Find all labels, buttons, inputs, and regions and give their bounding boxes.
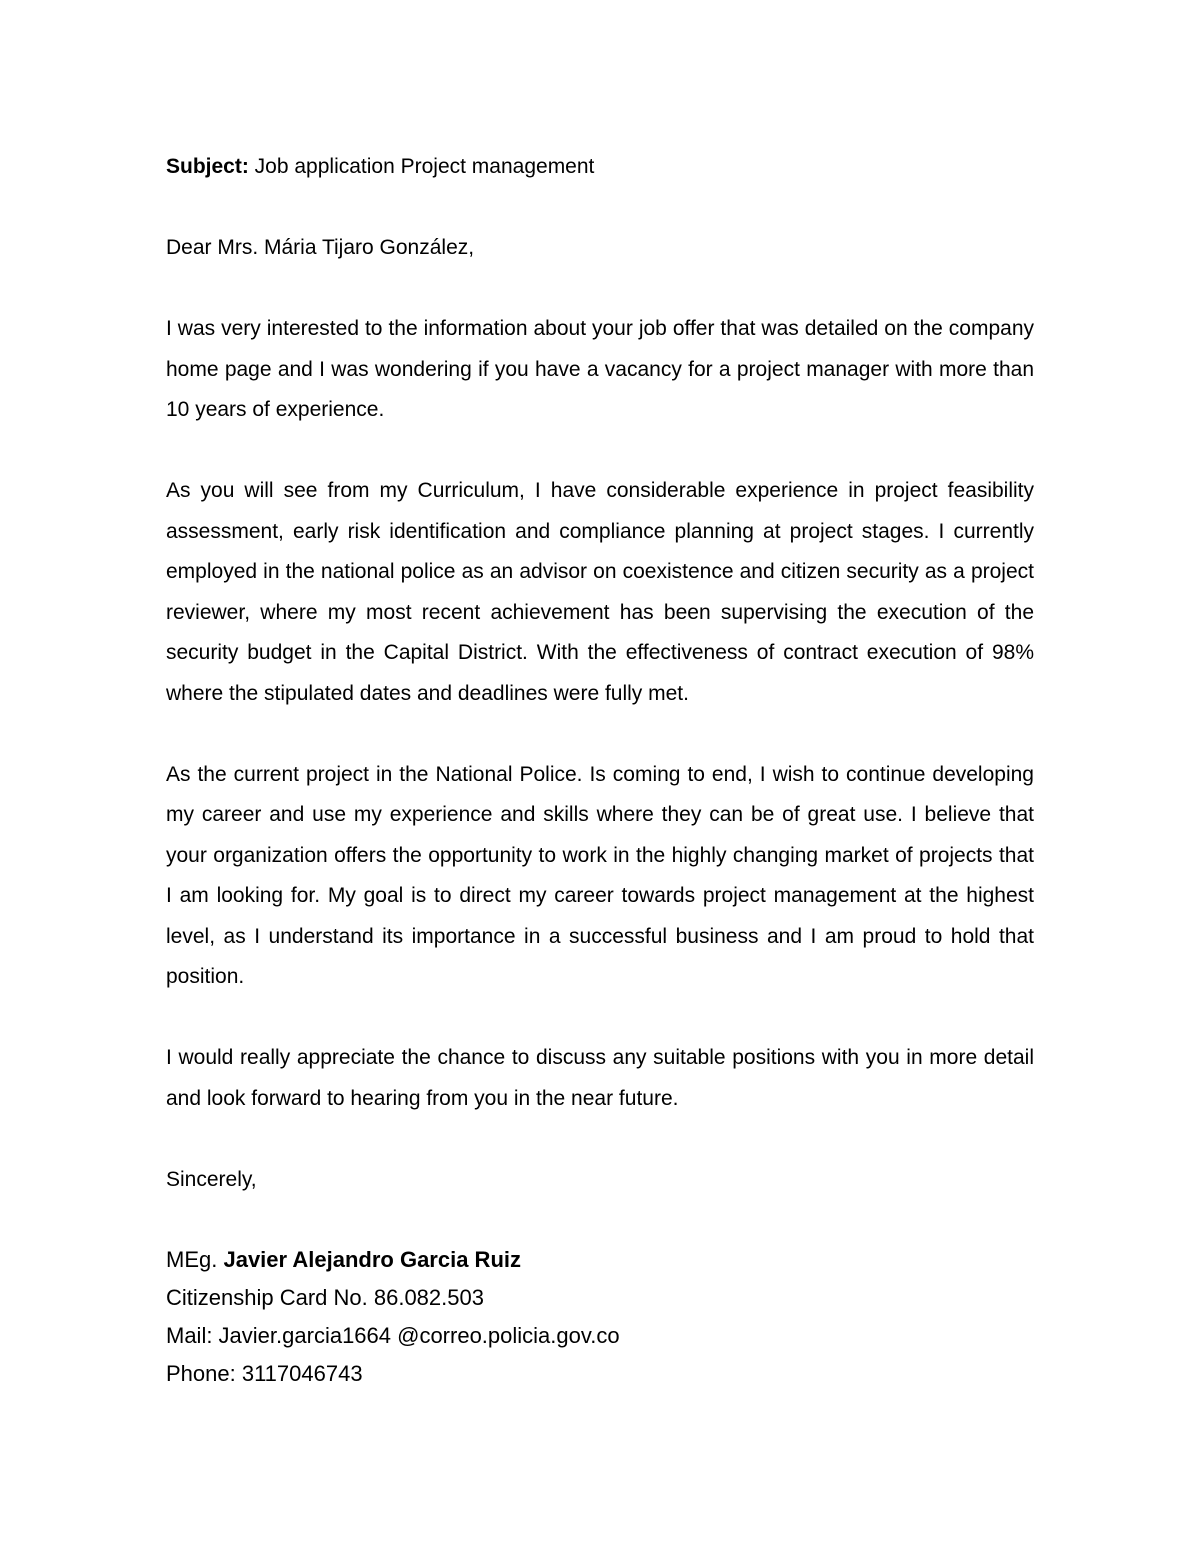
subject-label: Subject: <box>166 155 249 178</box>
subject-text: Job application Project management <box>248 155 595 178</box>
paragraph-motivation: As the current project in the National Police. Is coming to end, I wish to continue developing my career and use my experience and skills where they can be of great use. I believe that your organization offers the opportunity to work in the highly changing market of projects that I am looking for. My goal is to direct my career towards project management at the highest level, as I understand its importance in a successful business and I am proud to hold that position. <box>166 762 1034 988</box>
salutation: Dear Mrs. Mária Tijaro González, <box>166 236 475 259</box>
subject-line <box>166 147 1034 188</box>
mail-line: Mail: Javier.garcia1664 @correo.policia.gov.co <box>166 1322 620 1348</box>
closing: Sincerely, <box>166 1167 257 1191</box>
paragraph-interest: I was very interested to the information about your job offer that was detailed on the company home page and I was wondering if you have a vacancy for a project manager with more than 10 years of experience. <box>166 317 1034 421</box>
paragraph-experience: As you will see from my Curriculum, I have considerable experience in project feasibility assessment, early risk identification and compliance planning at project stages. I currently employed in the national police as an advisor on coexistence and citizen security as a project reviewer, where my most recent achievement has been supervising the execution of the security budget in the Capital District. With the effectiveness of contract execution of 98% where the stipulated dates and deadlines were fully met. <box>166 479 1034 705</box>
phone-line: Phone: 3117046743 <box>166 1360 363 1386</box>
paragraph-request: I would really appreciate the chance to discuss any suitable positions with you in more detail and look forward to hearing from you in the near future. <box>166 1046 1034 1110</box>
citizenship-card: Citizenship Card No. 86.082.503 <box>166 1284 484 1310</box>
signature-name: Javier Alejandro Garcia Ruiz <box>223 1246 521 1272</box>
signature-title: MEg. <box>166 1246 224 1272</box>
signature-name-line <box>166 1241 1034 1279</box>
signature-block <box>166 1241 1034 1393</box>
letter-body <box>166 147 1034 1393</box>
